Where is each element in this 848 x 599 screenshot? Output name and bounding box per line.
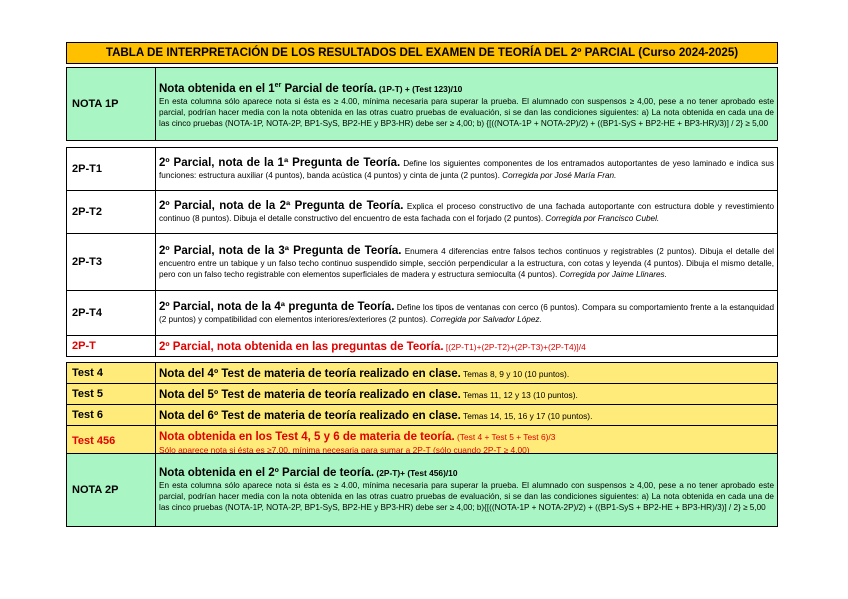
test456-note: Sólo aparece nota si ésta es ≥7.00, mínima necesaria para sumar a 2P-T (sólo cuando 2P-T ≥ 4.00) <box>159 445 530 455</box>
nota-1p-description: En esta columna sólo aparece nota si ésta es ≥ 4.00, mínima necesaria para superar la prueba. El alumnado con suspensos ≥ 4,00, pese a no tener aprobado este parcial, podrían hacer media con la nota obtenida en las otras cuatro pruebas de evaluación, si se dan las condiciones siguientes: a) La nota obtenida en cada una de las cinco pruebas (NOTA-1P, NOTA-2P, BP1-SyS, BP2-HE y BP3-HR) debe ser ≥ 4,00; b) {[((NOTA-1P + NOTA-2P)/2) + ((BP1-SyS + BP2-HE + BP3-HR)/3)] / 2} ≥ 5,00 <box>159 96 774 128</box>
row-label: 2P-T1 <box>67 148 156 191</box>
pt-label: 2P-T <box>67 336 156 357</box>
nota-2p-table <box>66 453 778 527</box>
test456-row: Test 456 Nota obtenida en los Test 4, 5 y 6 de materia de teoría. (Test 4 + Test 5 + Test 6)/3 Sólo aparece nota si ésta es ≥7.00, mínima necesaria para sumar a 2P-T (sólo cuando 2P-T ≥ 4.00) <box>67 426 778 457</box>
test-label: Test 6 <box>67 405 156 426</box>
nota-1p-label: NOTA 1P <box>67 68 156 141</box>
nota-1p-table <box>66 67 778 141</box>
table-row: 2P-T1 2º Parcial, nota de la 1ª Pregunta de Teoría. Define los siguientes componentes de los entramados autoportantes de yeso laminado e indica sus funciones: estructura auxiliar (4 puntos), banda acústica (4 puntos) y cinta de junta (2 puntos). Corregida por José María Fran. <box>67 148 778 191</box>
nota-2p-label: NOTA 2P <box>67 454 156 527</box>
table-row: 2P-T4 2º Parcial, nota de la 4ª pregunta de Teoría. Define los tipos de ventanas con cerco (6 puntos). Compara su comportamiento frente a la estanquidad (2 puntos) y compatibilidad con elementos interiores/exteriores (2 puntos). Corregida por Salvador López. <box>67 291 778 336</box>
test-row: Test 6 Nota del 6º Test de materia de teoría realizado en clase. Temas 14, 15, 16 y 17 (10 puntos). <box>67 405 778 426</box>
test456-label: Test 456 <box>67 426 156 457</box>
pt-heading: 2º Parcial, nota obtenida en las preguntas de Teoría. <box>159 341 444 353</box>
table-title: TABLA DE INTERPRETACIÓN DE LOS RESULTADOS DEL EXAMEN DE TEORÍA DEL 2º PARCIAL (Curso 2024-2025) <box>66 42 778 64</box>
test-label: Test 4 <box>67 363 156 384</box>
questions-table <box>66 147 778 457</box>
test-row: Test 5 Nota del 5º Test de materia de teoría realizado en clase. Temas 11, 12 y 13 (10 puntos). <box>67 384 778 405</box>
row-label: 2P-T3 <box>67 234 156 291</box>
nota-2p-content <box>156 454 778 527</box>
pt-row <box>67 336 778 357</box>
table-row: 2P-T2 2º Parcial, nota de la 2ª Pregunta de Teoría. Explica el proceso constructivo de una fachada autoportante con estructura doble y revestimiento continuo (8 puntos). Dibuja el detalle constructivo del encuentro de esta fachada con el forjado (2 puntos). Corregida por Francisco Cubel. <box>67 191 778 234</box>
nota-2p-heading: Nota obtenida en el 2º Parcial de teoría. (2P-T)+ (Test 456)/10 <box>159 467 458 479</box>
pt-formula: [(2P-T1)+(2P-T2)+(2P-T3)+(2P-T4)]/4 <box>443 342 586 352</box>
nota-1p-heading: Nota obtenida en el 1er Parcial de teoría. (1P-T) + (Test 123)/10 <box>159 82 463 95</box>
test-row: Test 4 Nota del 4º Test de materia de teoría realizado en clase. Temas 8, 9 y 10 (10 puntos). <box>67 363 778 384</box>
nota-2p-description: En esta columna sólo aparece nota si ésta es ≥ 4.00, mínima necesaria para superar la prueba. El alumnado con suspensos ≥ 4,00, pese a no tener aprobado este parcial, podrían hacer media con la nota obtenida en las otras cuatro pruebas de evaluación, si se dan las condiciones siguientes: a) La nota obtenida en cada una de las cinco pruebas (NOTA-1P, NOTA-2P, BP1-SyS, BP2-HE y BP3-HR) debe ser ≥ 4,00; b){[((NOTA-1P + NOTA-2P)/2) + ((BP1-SyS + BP2-HE + BP3-HR)/3)] / 2} ≥ 5,00 <box>159 481 774 512</box>
test-label: Test 5 <box>67 384 156 405</box>
test456-heading: Nota obtenida en los Test 4, 5 y 6 de materia de teoría. <box>159 431 455 443</box>
nota-1p-content <box>156 68 778 141</box>
table-row: 2P-T3 2º Parcial, nota de la 3ª Pregunta de Teoría. Enumera 4 diferencias entre falsos techos continuos y registrables (2 puntos). Dibuja el detalle del encuentro entre un tabique y un falso techo continuo suspendido simple, sección perpendicular a la estructura, con cotas y leyenda (4 puntos). Dibuja el mismo detalle, pero con un falso techo registrable con elementos superficiales de madera y estructura semioculta (4 puntos). Corregida por Jaime Llinares. <box>67 234 778 291</box>
row-label: 2P-T4 <box>67 291 156 336</box>
row-label: 2P-T2 <box>67 191 156 234</box>
